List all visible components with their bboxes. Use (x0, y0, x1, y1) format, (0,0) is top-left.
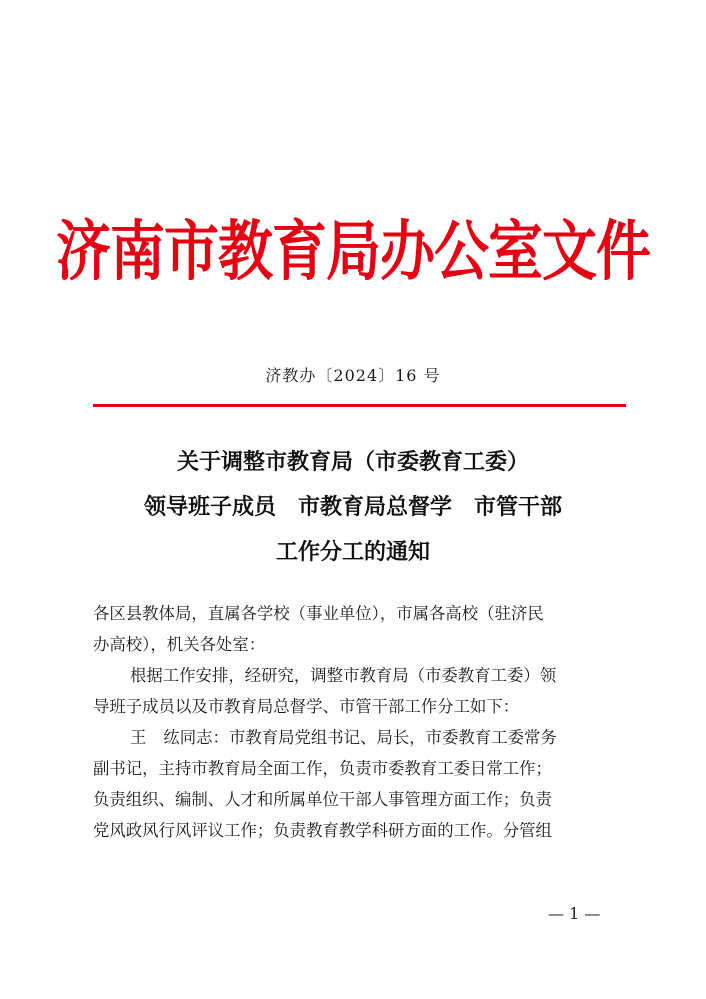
notice-body (93, 598, 615, 846)
intro-line-2: 导班子成员以及市教育局总督学、市管干部工作分工如下： (93, 697, 520, 716)
red-divider-line (93, 404, 626, 407)
addressee-line-1: 各区县教体局，直属各学校（事业单位），市属各高校（驻济民 (93, 604, 544, 623)
page-number: — 1 — (548, 904, 601, 923)
title-line-2 (0, 485, 706, 530)
notice-title (0, 440, 706, 575)
title-line-3: 工作分工的通知 (275, 540, 430, 565)
title-line-1: 关于调整市教育局（市委教育工委） (176, 450, 529, 475)
intro-line-1: 根据工作安排，经研究，调整市教育局（市委教育工委）领 (130, 666, 557, 685)
addressee-line-2: 办高校），机关各处室： (93, 635, 266, 654)
duty-line-4: 党风政风行风评议工作；负责教育教学科研方面的工作。分管组 (93, 821, 552, 840)
person-surname: 王 (130, 728, 147, 747)
title-line-2-part-1: 领导班子成员 (143, 495, 276, 520)
document-number: 济教办〔2024〕16 号 (265, 366, 441, 385)
person-given-name-and-duties: 纮同志：市教育局党组书记、局长，市委教育工委常务 (163, 728, 557, 747)
issuer-masthead: 济南市教育局办公室文件 (55, 213, 650, 289)
duty-line-2: 副书记，主持市教育局全面工作，负责市委教育工委日常工作； (93, 759, 552, 778)
duty-line-1 (93, 722, 615, 753)
title-line-2-part-2: 市教育局总督学 (297, 495, 452, 520)
duty-line-3: 负责组织、编制、人才和所属单位干部人事管理方面工作；负责 (93, 790, 552, 809)
title-line-2-part-3: 市管干部 (474, 495, 563, 520)
